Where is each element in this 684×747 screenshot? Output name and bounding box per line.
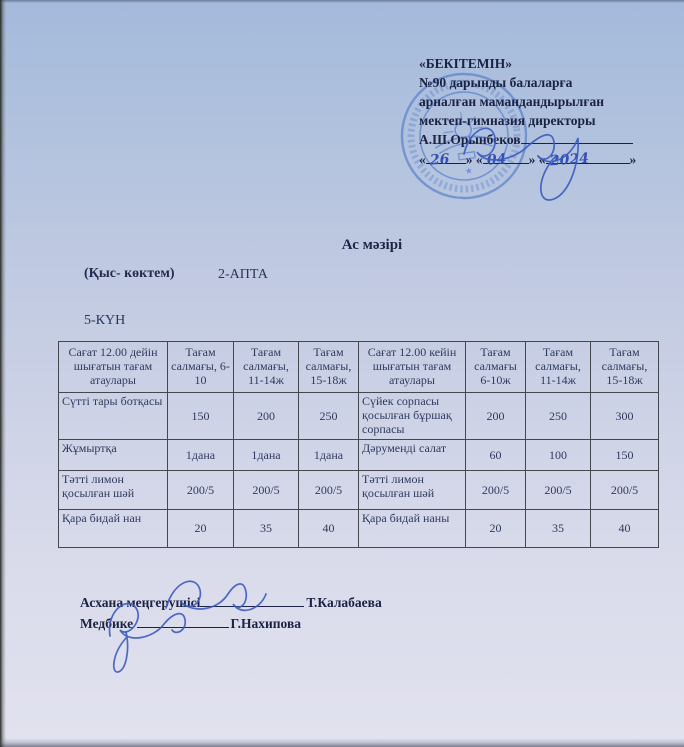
portion-value: 35	[234, 510, 299, 548]
column-header-weight-6-10-2: Тағам салмағы 6-10ж	[466, 342, 526, 393]
portion-value: 200/5	[466, 471, 526, 510]
quote-mark: «	[419, 152, 426, 167]
manager-label: Асхана меңгерушісі	[80, 595, 201, 610]
portion-value: 35	[526, 510, 591, 548]
quote-mark: «	[475, 152, 483, 167]
dish-name: Жұмыртқа	[59, 440, 168, 471]
column-header-weight-11-14: Тағам салмағы, 11-14ж	[234, 342, 299, 393]
portion-value: 1дана	[234, 440, 299, 471]
table-row	[59, 393, 659, 440]
portion-value: 150	[168, 393, 234, 440]
portion-value: 200	[234, 393, 299, 440]
quote-mark: »	[629, 152, 637, 167]
portion-value: 200/5	[591, 471, 659, 510]
table-row	[59, 471, 659, 510]
approval-org-line-2: арналған мамандандырылған	[419, 94, 605, 109]
portion-value: 200/5	[168, 471, 234, 510]
dish-name: Сүйек сорпасы қосылған бұршақ сорпасы	[359, 393, 466, 440]
portion-value: 60	[466, 440, 526, 471]
season-label: (Қыс- көктем)	[84, 266, 175, 281]
portion-value: 200/5	[234, 471, 299, 510]
portion-value: 200/5	[299, 471, 359, 510]
portion-value: 1дана	[299, 440, 359, 471]
dish-name: Тәтті лимон қосылған шәй	[359, 471, 466, 510]
dish-name: Сүтті тары ботқасы	[59, 393, 168, 440]
portion-value: 100	[526, 440, 591, 471]
menu-title: Ас мәзірі	[341, 237, 403, 253]
portion-value: 40	[299, 510, 359, 548]
director-signature	[452, 112, 602, 207]
portion-value: 40	[591, 510, 659, 548]
portion-value: 200	[466, 393, 526, 440]
portion-value: 20	[466, 510, 526, 548]
column-header-weight-6-10: Тағам салмағы, 6-10	[168, 342, 234, 393]
menu-table	[58, 341, 659, 548]
scan-edge-top	[0, 0, 684, 3]
dish-name: Тәтті лимон қосылған шәй	[59, 471, 168, 510]
dish-name: Қара бидай нан	[59, 510, 168, 548]
handwritten-day: 26	[429, 151, 450, 169]
column-header-afternoon-dishes: Сағат 12.00 кейін шығатын тағам атаулары	[359, 342, 466, 393]
portion-value: 300	[591, 393, 659, 440]
table-row	[59, 510, 659, 548]
column-header-weight-11-14-2: Тағам салмағы, 11-14ж	[526, 342, 591, 393]
portion-value: 250	[299, 393, 359, 440]
quote-mark: »	[528, 152, 536, 167]
nurse-signature	[96, 588, 216, 678]
handwritten-year: 2024	[548, 150, 589, 170]
dish-name: Дәруменді салат	[359, 440, 466, 471]
manager-name: Т.Калабаева	[306, 595, 382, 610]
week-label: 2-АПТА	[218, 267, 268, 282]
column-header-weight-15-18: Тағам салмағы, 15-18ж	[299, 342, 359, 393]
approval-org-line-3: мектеп-гимназия директоры	[419, 113, 596, 128]
scan-edge-bottom	[0, 738, 684, 747]
portion-value: 150	[591, 440, 659, 471]
seal-star-icon: ★	[464, 165, 474, 177]
portion-value: 200/5	[526, 471, 591, 510]
approval-heading: «БЕКІТЕМІН»	[419, 56, 512, 71]
approval-org-line-1: №90 дарынды балаларға	[419, 75, 573, 90]
quote-mark: «	[538, 152, 546, 167]
nurse-label: Медбике	[80, 616, 134, 631]
quote-mark: »	[465, 152, 473, 167]
table-row	[59, 440, 659, 471]
column-header-weight-15-18-2: Тағам салмағы, 15-18ж	[591, 342, 659, 393]
portion-value: 1дана	[168, 440, 234, 471]
scan-edge-left	[0, 0, 6, 747]
dish-name: Қара бидай наны	[359, 510, 466, 548]
portion-value: 250	[526, 393, 591, 440]
handwritten-month: 04	[486, 151, 507, 169]
portion-value: 20	[168, 510, 234, 548]
director-name: А.Ш.Орынбеков	[419, 132, 521, 147]
day-label: 5-КҮН	[84, 313, 126, 328]
table-header-row	[59, 342, 659, 393]
nurse-name: Г.Нахипова	[230, 616, 301, 631]
column-header-morning-dishes: Сағат 12.00 дейін шығатын тағам атаулары	[59, 342, 168, 393]
